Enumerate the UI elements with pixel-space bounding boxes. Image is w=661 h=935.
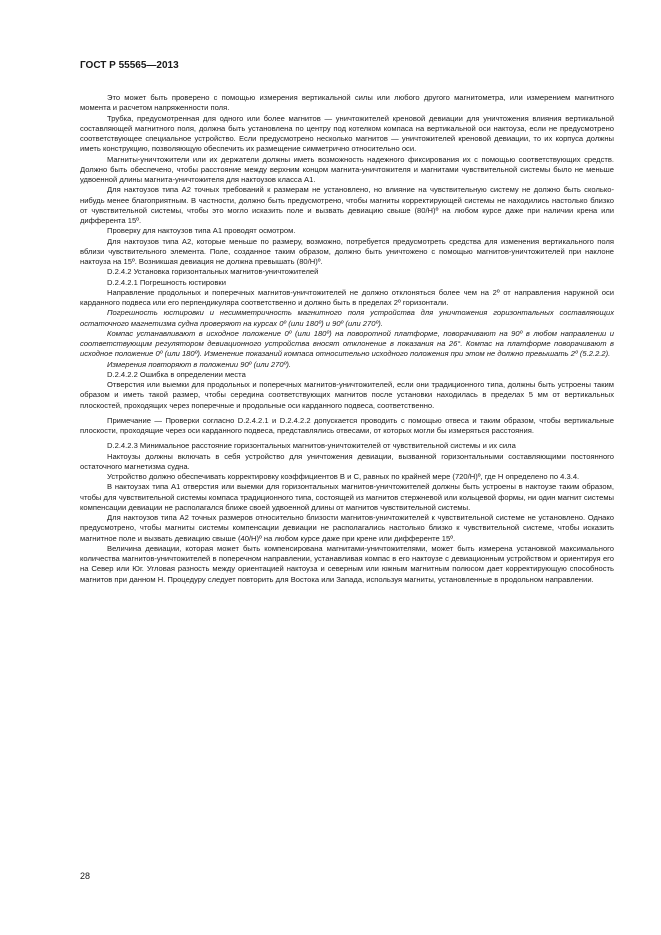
paragraph: Устройство должно обеспечивать корректировку коэффициентов B и C, равных по крайней мере (720/H)º, где H определено по 4.3.4. (107, 472, 580, 481)
section-heading: D.2.4.2.1 Погрешность юстировки (107, 277, 226, 287)
paragraph: Величина девиации, которая может быть компенсирована магнитами-уничтожителями, может быть измерена установкой максимального количества магнитов-уничтожителей в поперечном направлении, устанавливая компас в его нактоузе с девиационным устройством и ориентируя его на Север или Юг. Угловая разность между ориентацией нактоуза и северным или южным магнитным полюсом дает корректирующую способность магнитов при данном H. Процедуру следует повторить для Востока или Запада, используя магниты, установленные в продольном направлении. (80, 543, 614, 584)
paragraph: Это может быть проверено с помощью измерения вертикальной силы или любого другого магнитометра, или измерением магнитного момента и расчетом напряженности поля. (80, 93, 614, 113)
section-heading: D.2.4.2.3 Минимальное расстояние горизонтальных магнитов-уничтожителей от чувствительной системы и их сила (107, 441, 516, 451)
paragraph: Для нактоузов типа А2 точных требований к размерам не установлено, но влияние на чувствительную систему не должно быть сколько-нибудь менее благоприятным. В частности, должно быть предусмотрено, чтобы магниты корректирующей системы не находились настолько близко от чувствительной системы, чтобы это могло исказить поле и вызвать девиацию свыше (80/H)º на любом курсе даже при наличии крена или дифферента 15º. (80, 185, 614, 225)
paragraph: В нактоузах типа А1 отверстия или выемки для горизонтальных магнитов-уничтожителей должны быть устроены в нактоузе таким образом, чтобы для чувствительной системы компаса традиционного типа, состоящей из магнитов стержневой или кольцевой формы, ни один магнит системы компенсации девиации не располагался ближе своей удвоенной длины от магнитов чувствительной системы. (80, 482, 614, 512)
page-number: 28 (80, 871, 91, 881)
paragraph: Магниты-уничтожители или их держатели должны иметь возможность надежного фиксирования их с помощью соответствующих средств. Должно быть обеспечено, чтобы расстояние между верхним концом магнита-уничтожителя и магнитами чувствительной системы было не меньше удвоенной длины магнита-уничтожителя для нактоузов класса А1. (80, 154, 614, 184)
paragraph-italic: Измерения повторяют в положении 90º (или 270º). (107, 359, 292, 369)
section-heading: D.2.4.2 Установка горизонтальных магнитов-уничтожителей (107, 267, 319, 277)
paragraph: Для нактоузов типа А2 точных размеров относительно близости магнитов-уничтожителей к чувствительной системе не установлено. Однако предусмотрено, чтобы магниты системы компенсации девиации не располагались настолько близко к чувствительной системе, чтобы исказить магнитное поле и вызвать девиацию свыше (40/H)º на любом курсе даже при крене или дифференте 15º. (80, 513, 614, 543)
paragraph-italic: Компас устанавливают в исходное положение 0º (или 180º) на поворотной платформе, поворачивают на 90º в любом направлении и соответствующим регулятором девиационного устройства вносят отклонение в показания на 26°. Компас на платформе поворачивают в исходное положение 0º (или 180º). Изменение показаний компаса относительно исходного положения при этом не должно превышать 2º (5.2.2.2). (80, 328, 614, 359)
paragraph: Отверстия или выемки для продольных и поперечных магнитов-уничтожителей, если они традиционного типа, должны быть устроены таким образом и иметь такой размер, чтобы середина соответствующих магнитов после установки находилась в пределах 5 мм от вертикальных плоскостей, проходящих через поперечные и продольные оси карданного подвеса, соответственно. (80, 380, 614, 410)
document-body (80, 93, 614, 585)
note: Примечание — Проверки согласно D.2.4.2.1 и D.2.4.2.2 допускается проводить с помощью отвеса и таким образом, чтобы вертикальные плоскости, проходящие через оси карданного подвеса, представлялись отвесами, от которых могли бы измеряться расстояния. (80, 415, 614, 435)
document-header: ГОСТ Р 55565—2013 (80, 60, 179, 71)
paragraph: Трубка, предусмотренная для одного или более магнитов — уничтожителей креновой девиации для уничтожения влияния вертикальной составляющей магнитного поля, должна быть установлена по центру под котелком компаса на вертикальной оси нактоуза, если не предусмотрено соответствующее специальное устройство. Если предусмотрено несколько магнитов — уничтожителей креновой девиации, то их корпуса должны иметь конструкцию, позволяющую обеспечить их размещение симметрично относительно оси. (80, 113, 614, 154)
paragraph: Направление продольных и поперечных магнитов-уничтожителей не должно отклоняться более чем на 2º от направления наружной оси карданного подвеса или его перпендикуляра соответственно и должно быть в пределах 2º горизонтали. (80, 287, 614, 307)
paragraph-italic: Погрешность юстировки и несимметричность магнитного поля устройства для уничтожения горизонтальных составляющих остаточного магнетизма судна проверяют на курсах 0º (или 180º) и 90º (или 270º). (80, 308, 614, 328)
paragraph: Для нактоузов типа А2, которые меньше по размеру, возможно, потребуется предусмотреть средства для изменения вертикального поля вблизи чувствительного элемента. Поле, созданное таким образом, должно быть уничтожено с помощью магнитов-уничтожителей при наклоне нактоуза на 15º. Возникшая девиация не должна превышать (80/H)º. (80, 236, 614, 266)
section-heading: D.2.4.2.2 Ошибка в определении места (107, 369, 246, 379)
paragraph: Нактоузы должны включать в себя устройство для уничтожения девиации, вызванной горизонтальными составляющими постоянного остаточного магнетизма судна. (80, 451, 614, 471)
paragraph: Проверку для нактоузов типа А1 проводят осмотром. (107, 226, 296, 236)
